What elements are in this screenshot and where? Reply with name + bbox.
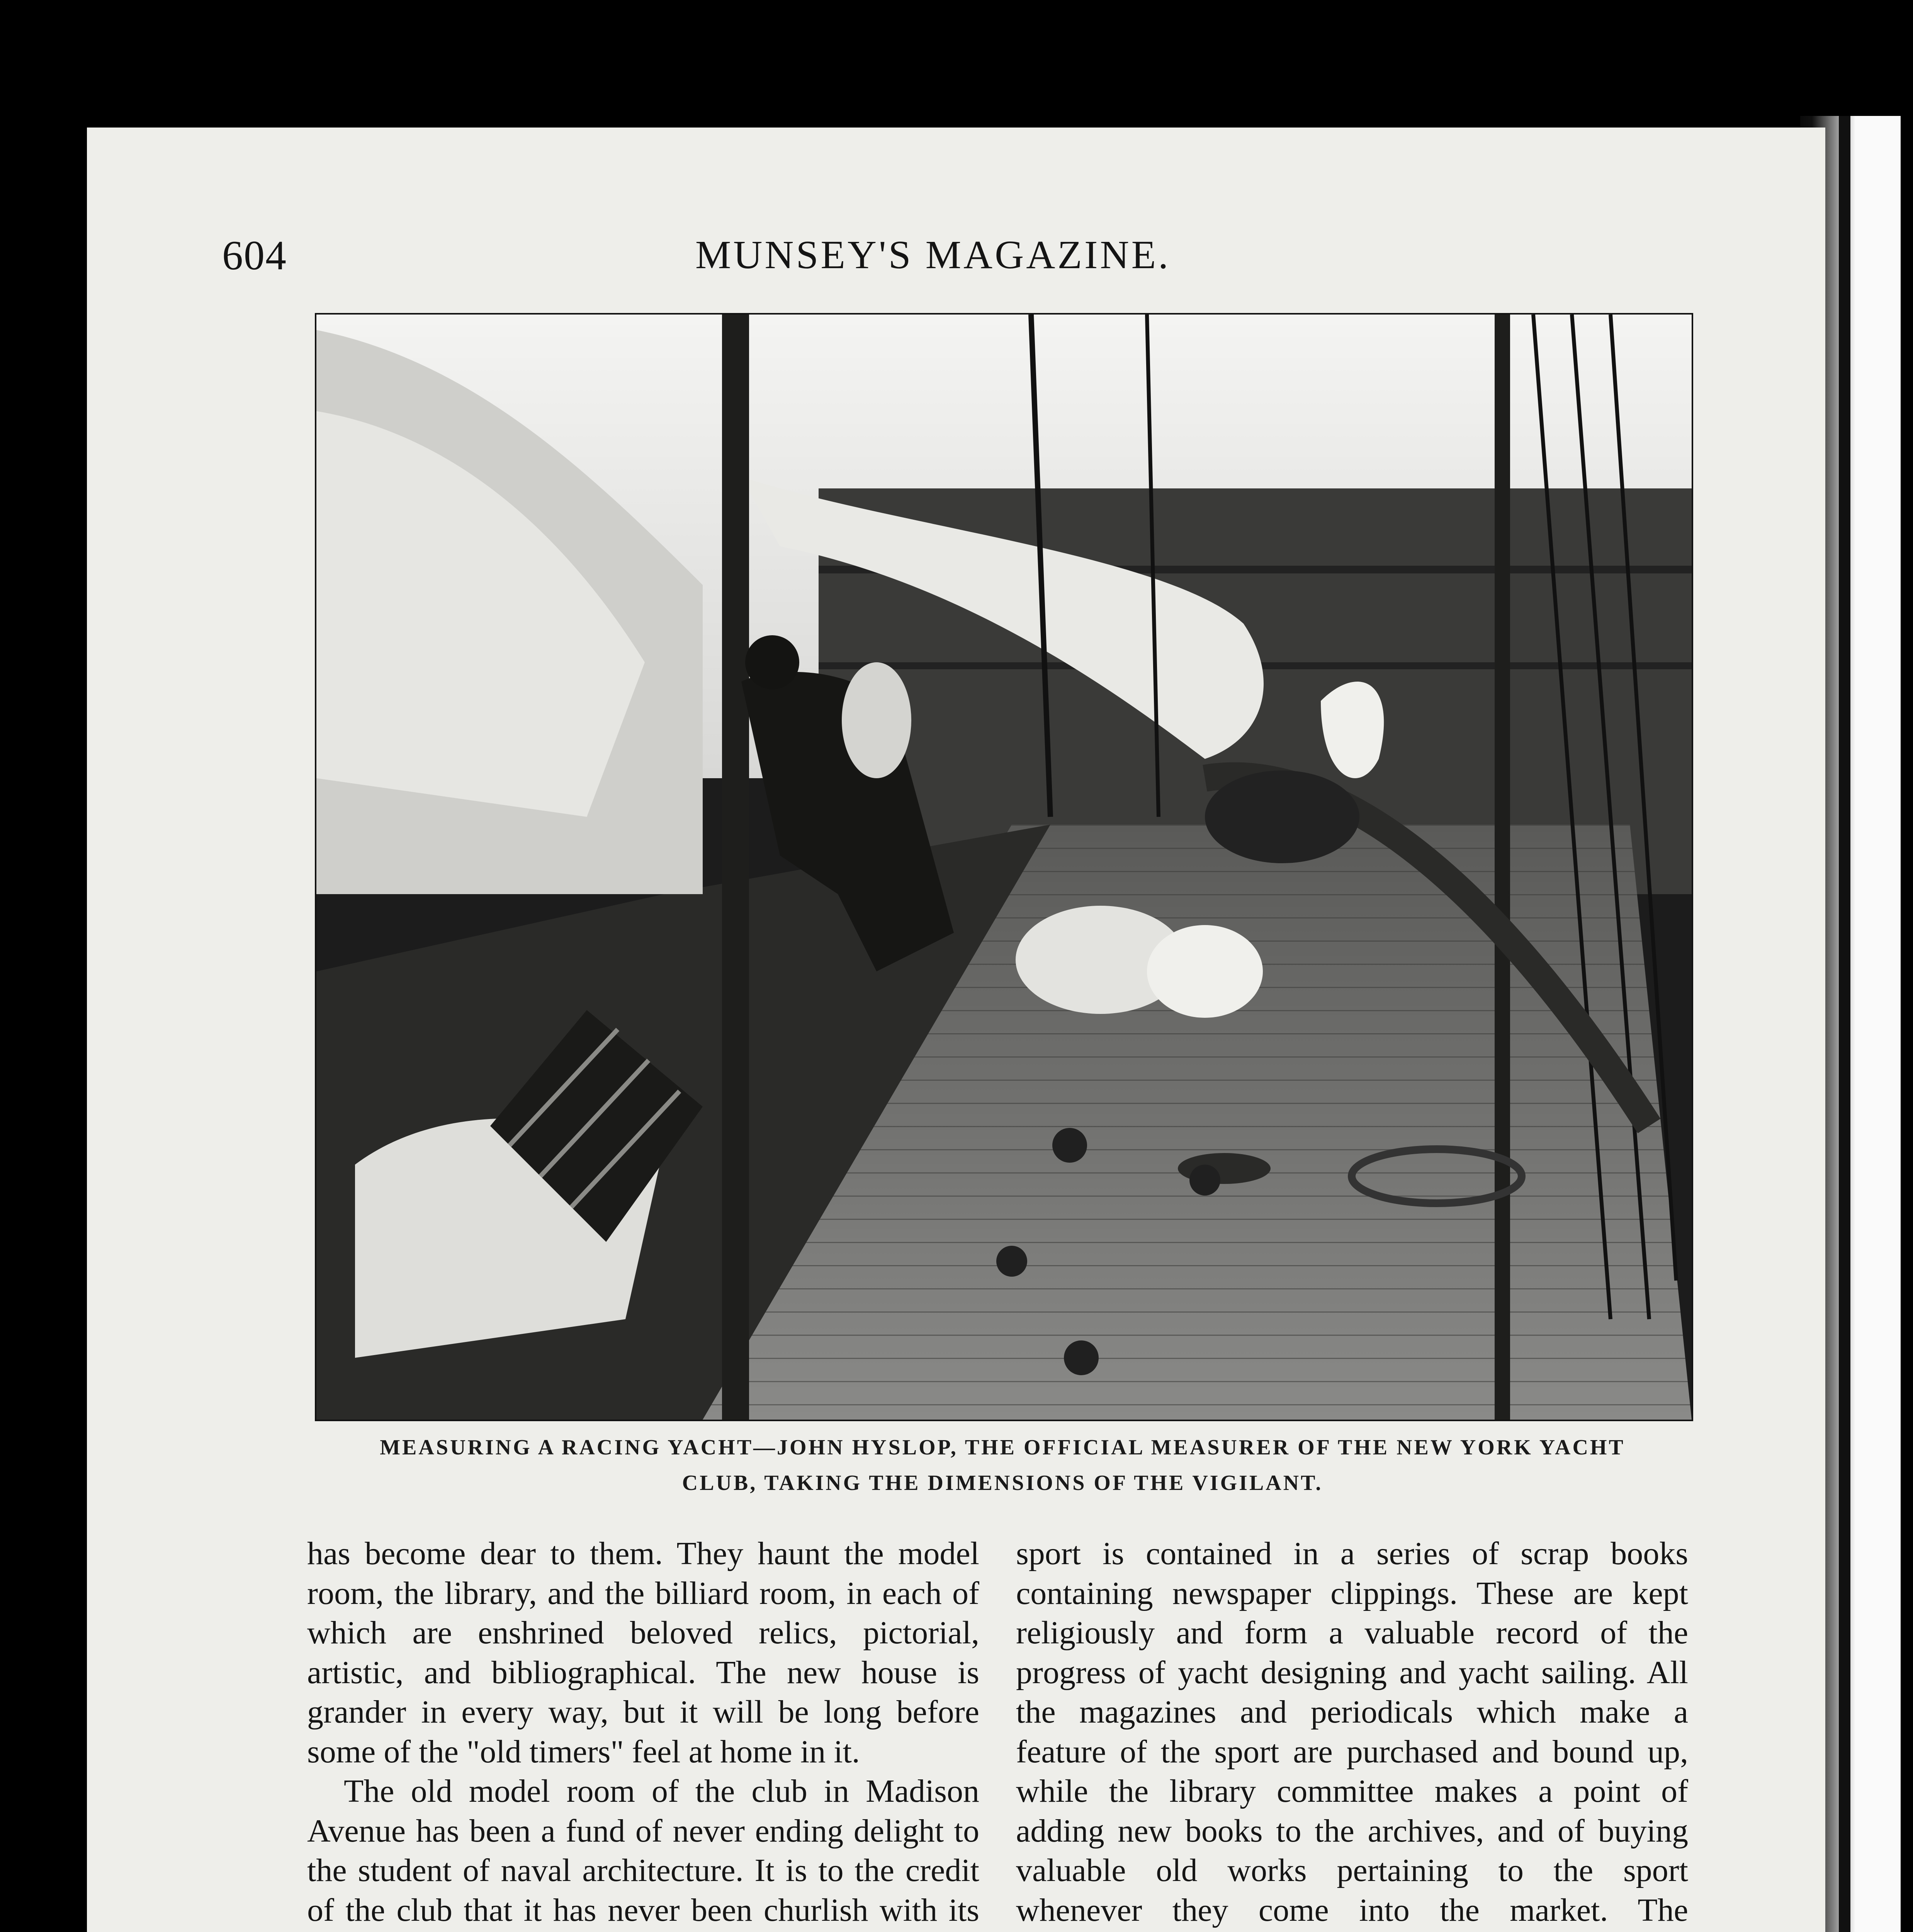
left-text-column	[307, 1534, 979, 1932]
photo-caption	[315, 1430, 1690, 1501]
right-text-column	[1016, 1534, 1688, 1932]
right-paragraph-1: sport is contained in a series of scrap books containing newspaper clippings. These are kept religiously and form a valuable record of the progress of yacht designing and yacht sailing. All the magazines and periodicals which make a feature of the sport are purchased and bound up, while the library committee makes a point of adding new books to the archives, and of buying valuable old works pertaining to the sport whenever they come into the market. The	[1016, 1536, 1688, 1928]
yacht-deck-photograph	[315, 313, 1693, 1421]
facing-page-edge	[1839, 116, 1850, 1932]
caption-line-1: MEASURING A RACING YACHT—JOHN HYSLOP, THE OFFICIAL MEASURER OF THE NEW YORK YACHT	[380, 1435, 1625, 1459]
magazine-title: MUNSEY'S MAGAZINE.	[695, 233, 1171, 277]
photograph-yacht-deck-icon	[316, 315, 1692, 1420]
left-paragraph-1: has become dear to them. They haunt the model room, the library, and the billiard room, in each of which are enshrined beloved relics, pictorial, artistic, and bibliographical. The new house is grander in every way, but it will be long before some of the "old timers" feel at home in it.	[307, 1536, 979, 1770]
left-paragraph-2: The old model room of the club in Madison Avenue has been a fund of never ending delight to the student of naval architecture. It is to the credit of the club that it has never been churlish with its	[307, 1773, 979, 1928]
running-head	[222, 232, 1644, 294]
page-number: 604	[222, 233, 287, 279]
caption-line-2: CLUB, TAKING THE DIMENSIONS OF THE VIGILANT.	[682, 1471, 1323, 1495]
